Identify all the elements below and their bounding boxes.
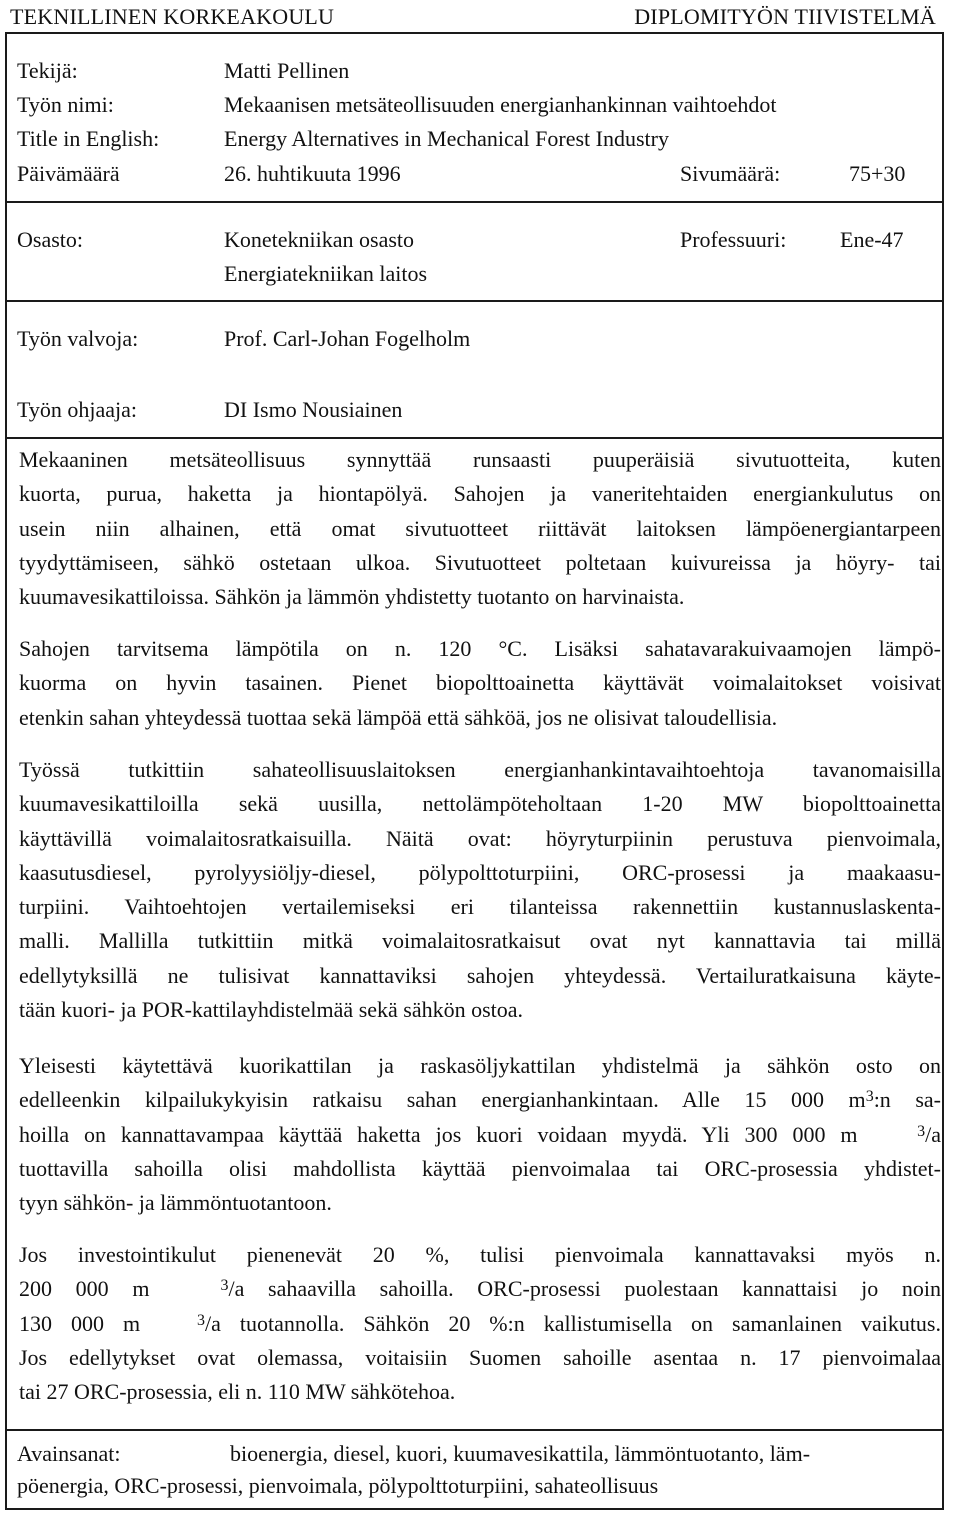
abstract-line bbox=[19, 1307, 941, 1341]
abstract-paragraph-1 bbox=[19, 443, 941, 614]
chair-label: Professuuri: bbox=[680, 227, 787, 252]
abstract-text: /a tuotannolla. Sähkön 20 %:n kallistumisella on samanlainen vaikutus. bbox=[205, 1310, 941, 1336]
abstract-paragraph-3 bbox=[19, 753, 941, 1027]
superscript: 3 bbox=[917, 1122, 926, 1140]
abstract-text: hoilla on kannattavampaa käyttää haketta jos kuori voidaan myydä. Yli 300 000 m bbox=[19, 1121, 858, 1147]
abstract-paragraph-4 bbox=[19, 1049, 941, 1220]
abstract-line: etenkin sahan yhteydessä tuottaa sekä lämpöä että sähköä, jos ne olisivat taloudellisia. bbox=[19, 704, 778, 730]
title-en-label: Title in English: bbox=[17, 126, 160, 151]
superscript: 3 bbox=[220, 1277, 229, 1295]
department-label: Osasto: bbox=[17, 227, 83, 252]
title-value: Mekaanisen metsäteollisuuden energianhankinnan vaihtoehdot bbox=[224, 92, 777, 117]
abstract-line: Jos investointikulut pienenevät 20 %, tulisi pienvoimala kannattavaksi myös n. bbox=[19, 1242, 941, 1267]
abstract-line: kuumavesikattiloissa. Sähkön ja lämmön yhdistetty tuotanto on harvinaista. bbox=[19, 584, 685, 610]
abstract-line: tyydyttämiseen, sähkö ostetaan ulkoa. Sivutuotteet poltetaan kuivureissa ja höyry- tai bbox=[19, 549, 941, 575]
chair-value: Ene-47 bbox=[840, 227, 904, 252]
abstract-line: kuumavesikattiloilla sekä uusilla, nettolämpöteholtaan 1-20 MW biopolttoainetta bbox=[19, 791, 941, 817]
abstract-paragraph-5 bbox=[19, 1238, 941, 1409]
abstract-text: /a bbox=[925, 1121, 941, 1147]
abstract-line bbox=[19, 1272, 941, 1306]
abstract-line bbox=[19, 1083, 941, 1117]
university-name: TEKNILLINEN KORKEAKOULU bbox=[10, 4, 335, 29]
keywords-line-2: pöenergia, ORC-prosessi, pienvoimala, pölypolttoturpiini, sahateollisuus bbox=[17, 1473, 659, 1498]
keywords-line-1: bioenergia, diesel, kuori, kuumavesikattila, lämmöntuotanto, läm- bbox=[230, 1441, 811, 1466]
department-value: Konetekniikan osasto bbox=[224, 227, 415, 252]
abstract-line: Työssä tutkittiin sahateollisuuslaitoksen energianhankintavaihtoehtoja tavanomaisilla bbox=[19, 757, 941, 782]
laboratory-value: Energiatekniikan laitos bbox=[224, 261, 428, 286]
abstract-text: 200 000 m bbox=[19, 1276, 150, 1302]
abstract-line: Mekaaninen metsäteollisuus synnyttää runsaasti puuperäisiä sivutuotteita, kuten bbox=[19, 447, 941, 472]
title-en-value: Energy Alternatives in Mechanical Forest Industry bbox=[224, 126, 669, 151]
abstract-line: tai 27 ORC-prosessia, eli n. 110 MW sähkötehoa. bbox=[19, 1379, 456, 1405]
pages-label: Sivumäärä: bbox=[680, 161, 781, 186]
abstract-line: turpiini. Vaihtoehtojen vertailemiseksi eri tilanteissa rakennettiin kustannuslaskenta- bbox=[19, 894, 941, 920]
abstract-paragraph-2 bbox=[19, 632, 941, 735]
abstract-line: käyttävillä voimalaitosratkaisuilla. Näitä ovat: höyryturpiinin perustuva pienvoimala, bbox=[19, 825, 941, 851]
divider bbox=[7, 437, 942, 439]
keywords-label: Avainsanat: bbox=[17, 1441, 121, 1466]
abstract-line: Jos edellytykset ovat olemassa, voitaisiin Suomen sahoille asentaa n. 17 pienvoimalaa bbox=[19, 1344, 941, 1370]
abstract-form bbox=[5, 32, 944, 1510]
abstract-line: tyyn sähkön- ja lämmöntuotantoon. bbox=[19, 1190, 332, 1216]
abstract-line: malli. Mallilla tutkittiin mitkä voimalaitosratkaisut ovat nyt kannattavia tai millä bbox=[19, 928, 941, 954]
abstract-text: /a sahaavilla sahoilla. ORC-prosessi puolestaan kannattaisi jo noin bbox=[228, 1276, 941, 1302]
instructor-value: DI Ismo Nousiainen bbox=[224, 397, 403, 422]
abstract-line: Sahojen tarvitsema lämpötila on n. 120 °C. Lisäksi sahatavarakuivaamojen lämpö- bbox=[19, 636, 941, 661]
abstract-text: edelleenkin kilpailukykyisin ratkaisu sahan energianhankintaan. Alle 15 000 m bbox=[19, 1087, 866, 1113]
abstract-line bbox=[19, 1118, 941, 1152]
abstract-line: kuorta, purua, haketta ja hiontapölyä. Sahojen ja vaneritehtaiden energiankulutus on bbox=[19, 481, 941, 507]
abstract-line: tuottavilla sahoilla olisi mahdollista käyttää pienvoimalaa tai ORC-prosessia yhdistet- bbox=[19, 1155, 941, 1181]
author-value: Matti Pellinen bbox=[224, 58, 350, 83]
abstract-line: edellytyksillä ne tulisivat kannattaviksi sahojen yhteydessä. Vertailuratkaisuna käyte- bbox=[19, 962, 941, 988]
date-value: 26. huhtikuuta 1996 bbox=[224, 161, 401, 186]
supervisor-value: Prof. Carl-Johan Fogelholm bbox=[224, 326, 471, 351]
abstract-line: tään kuori- ja POR-kattilayhdistelmää sekä sähkön ostoa. bbox=[19, 997, 524, 1023]
abstract-line: usein niin alhainen, että omat sivutuotteet riittävät laitoksen lämpöenergiantarpeen bbox=[19, 515, 941, 541]
author-label: Tekijä: bbox=[17, 58, 78, 83]
supervisor-label: Työn valvoja: bbox=[17, 326, 139, 351]
abstract-line: kaasutusdiesel, pyrolyysiöljy-diesel, pölypolttoturpiini, ORC-prosessi ja maakaasu- bbox=[19, 859, 941, 885]
superscript: 3 bbox=[197, 1311, 206, 1329]
document-type: DIPLOMITYÖN TIIVISTELMÄ bbox=[634, 4, 936, 29]
abstract-line: kuorma on hyvin tasainen. Pienet biopolttoainetta käyttävät voimalaitokset voisivat bbox=[19, 670, 941, 696]
title-label: Työn nimi: bbox=[17, 92, 114, 117]
divider bbox=[7, 300, 942, 302]
divider bbox=[7, 201, 942, 203]
abstract-line: Yleisesti käytettävä kuorikattilan ja raskasöljykattilan yhdistelmä ja sähkön osto on bbox=[19, 1053, 941, 1078]
abstract-text: :n sa- bbox=[873, 1087, 942, 1113]
pages-value: 75+30 bbox=[849, 161, 906, 186]
date-label: Päivämäärä bbox=[17, 161, 120, 186]
instructor-label: Työn ohjaaja: bbox=[17, 397, 138, 422]
superscript: 3 bbox=[865, 1088, 874, 1106]
abstract-text: 130 000 m bbox=[19, 1310, 141, 1336]
divider bbox=[7, 1429, 942, 1431]
